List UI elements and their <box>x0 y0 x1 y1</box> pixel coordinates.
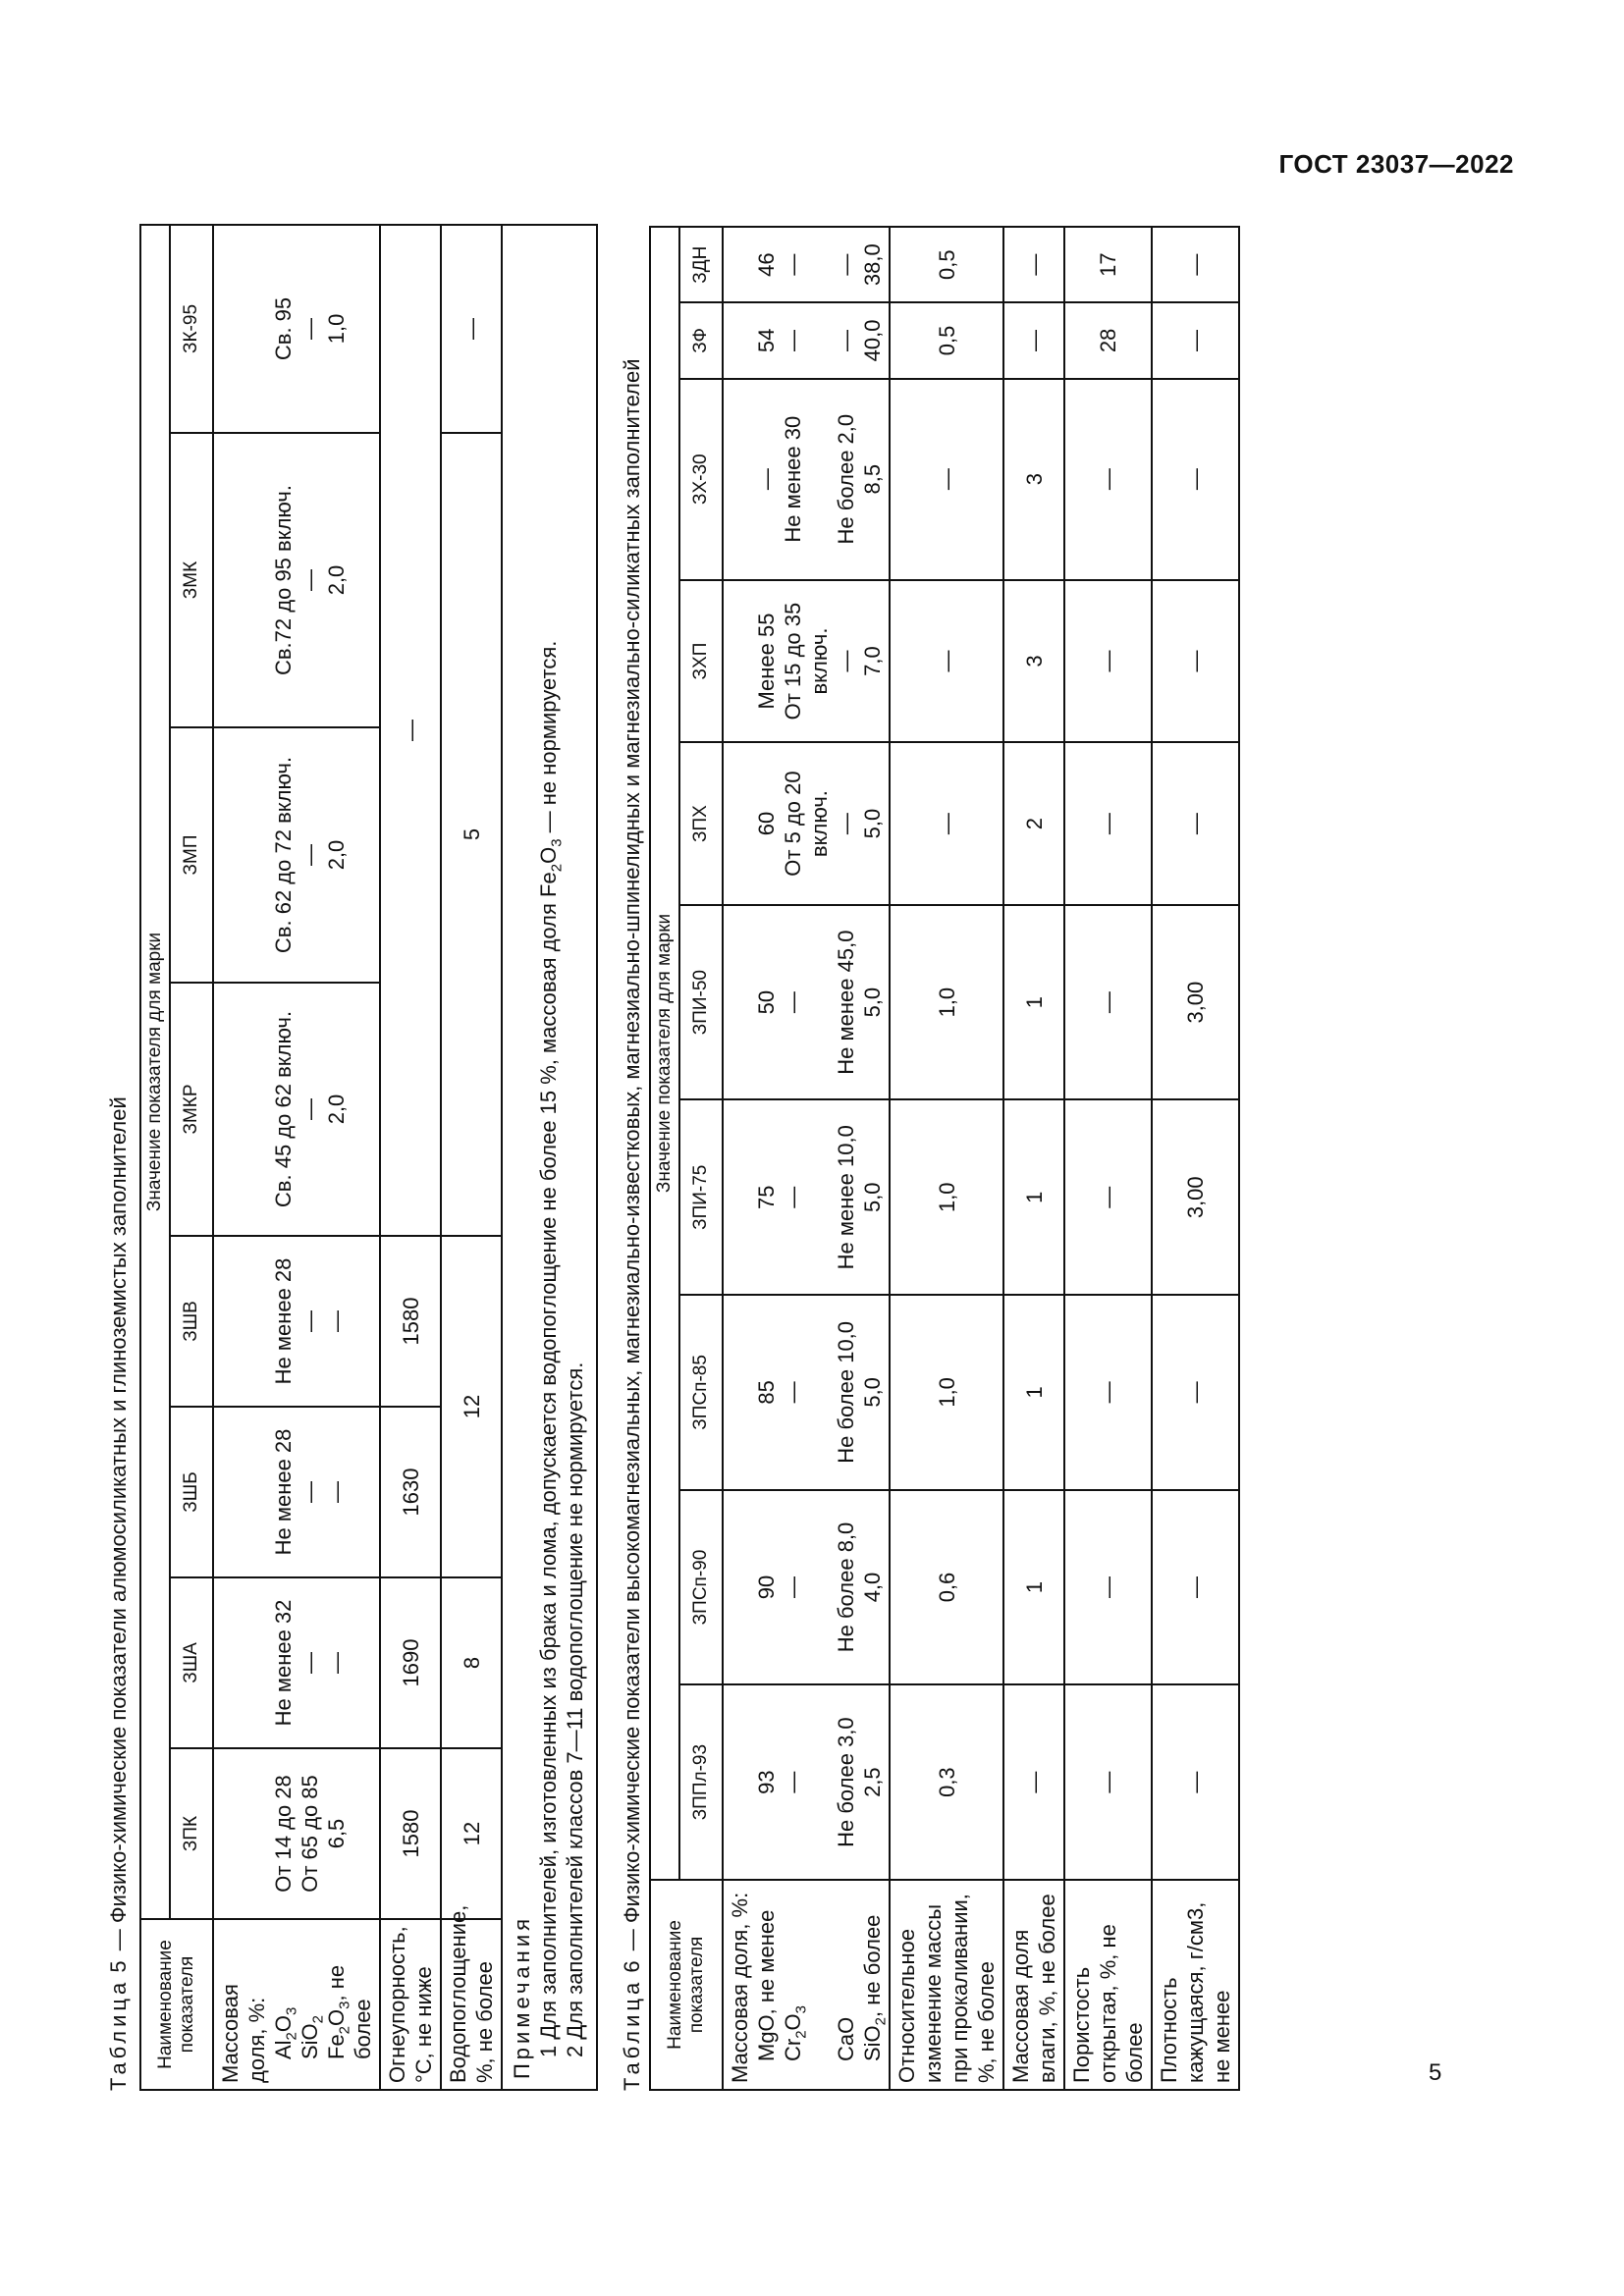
table5 <box>139 224 598 2091</box>
table6-cell: — <box>1152 1490 1239 1685</box>
table6-cell: 3,00 <box>1152 905 1239 1100</box>
table6-cell: — <box>890 742 1003 905</box>
table6-cell: — <box>1064 905 1152 1100</box>
table5-caption-text: — Физико-химические показатели алюмосиликатных и глиноземистых заполнителей <box>106 1096 131 1951</box>
table6-cell: — <box>1064 1295 1152 1490</box>
table6-cell: — <box>1064 1490 1152 1685</box>
table5-cell: 1580 <box>380 1236 441 1407</box>
table5-row-water <box>441 225 502 2090</box>
table5-caption-prefix: Таблица <box>106 1978 131 2091</box>
table6-cell: 0,3 <box>890 1684 1003 1880</box>
table6-row-moisture <box>1003 227 1064 2090</box>
table6-cell: — <box>1003 227 1064 302</box>
table5-mass-cell: От 14 до 28 От 65 до 85 6,5 <box>213 1748 380 1919</box>
table5-cell-merged: 5 <box>441 433 502 1236</box>
table6-cell: 1 <box>1003 905 1064 1100</box>
table5-brand: ЗПК <box>170 1748 213 1919</box>
table5-brand: ЗМКР <box>170 983 213 1236</box>
table6-cell: — <box>1003 1684 1064 1880</box>
table6-mass-cell: 50 — Не менее 45,0 5,0 <box>723 905 890 1100</box>
table5-cell-merged: 12 <box>441 1236 502 1577</box>
table5-notes <box>502 225 597 2090</box>
table6-cell: 1,0 <box>890 1295 1003 1490</box>
table6-cell: 0,5 <box>890 227 1003 302</box>
standard-designation: ГОСТ 23037—2022 <box>1278 149 1514 179</box>
table6-cell: 3,00 <box>1152 1099 1239 1295</box>
table6 <box>649 226 1240 2091</box>
table5-notes-row <box>502 225 597 2090</box>
table6-brand: ЗПСп-85 <box>679 1295 723 1490</box>
table6-brand: ЗДН <box>679 227 723 302</box>
table6-cell: — <box>1152 379 1239 580</box>
table6-brand: ЗФ <box>679 302 723 378</box>
table5-water-label: Водопоглощение, %, не более <box>441 1919 502 2090</box>
table6-mass-cell: 60 От 5 до 20 включ. — 5,0 <box>723 742 890 905</box>
notes-title: Примечания <box>510 1914 534 2079</box>
table5-cell-merged: — <box>380 225 441 1236</box>
table5-mass-cell: Св. 62 до 72 включ. — 2,0 <box>213 727 380 983</box>
table6-mass-cell: 93 — Не более 3,0 2,5 <box>723 1684 890 1880</box>
table6-brand: ЗППл-93 <box>679 1684 723 1880</box>
table6-cell: 3 <box>1003 379 1064 580</box>
table5-mass-cell: Не менее 28 — — <box>213 1236 380 1407</box>
table6-row-label: Пористость открытая, %, не более <box>1064 1880 1152 2090</box>
table6-cell: — <box>1064 1099 1152 1295</box>
table6-row-porosity <box>1064 227 1152 2090</box>
table5-mass-label <box>213 1919 380 2090</box>
table5-mass-cell: Св.72 до 95 включ. — 2,0 <box>213 433 380 727</box>
table6-brand: ЗПИ-75 <box>679 1099 723 1295</box>
page-number: 5 <box>1429 2059 1442 2086</box>
table6-cell: 0,6 <box>890 1490 1003 1685</box>
table6-mass-cell: 90 — Не более 8,0 4,0 <box>723 1490 890 1685</box>
table6-brand: ЗПХ <box>679 742 723 905</box>
table6-cell: — <box>1064 379 1152 580</box>
table6-cell: 1 <box>1003 1490 1064 1685</box>
table6-cell: 1,0 <box>890 1099 1003 1295</box>
table5-refr-label: Огнеупорность, °С, не ниже <box>380 1919 441 2090</box>
table6-cell: — <box>1064 1684 1152 1880</box>
table6-brand: ЗХП <box>679 580 723 743</box>
table6-cell: 0,5 <box>890 302 1003 378</box>
cr2o3-label: $Cr_2O_3$ <box>781 2004 810 2061</box>
table6-cell: 1,0 <box>890 905 1003 1100</box>
table5-caption <box>106 226 132 2091</box>
table5-row-refractoriness <box>380 225 441 2090</box>
table6-cell: — <box>1152 742 1239 905</box>
table6-cell: — <box>1152 580 1239 743</box>
cao-label: CaO <box>834 2016 858 2061</box>
table6-caption <box>620 226 645 2091</box>
table6-cell: 3 <box>1003 580 1064 743</box>
table6-brand: ЗПИ-50 <box>679 905 723 1100</box>
table6-caption-text: — Физико-химические показатели высокомагнезиальных, магнезиально-известковых, магнезиально-шпинелидных и магнезиально-силикатных заполнителей <box>620 358 644 1951</box>
table5-head-group: Значение показателя для марки <box>140 225 170 1919</box>
table5-brand: ЗШБ <box>170 1407 213 1577</box>
table6-cell: — <box>890 580 1003 743</box>
table5-mass-cell: Св. 95 — 1,0 <box>213 225 380 433</box>
rotated-content <box>106 226 1412 2091</box>
table5-header-group-row <box>140 225 170 2090</box>
table5-brand: ЗМК <box>170 433 213 727</box>
table5-brand: ЗК-95 <box>170 225 213 433</box>
mass-fraction-label: Массовая доля, %: <box>218 1984 269 2083</box>
table6-cell: 17 <box>1064 227 1152 302</box>
table6-brand: ЗХ-30 <box>679 379 723 580</box>
table6-row-mass-loss <box>890 227 1003 2090</box>
table6-mass-cell: Менее 55 От 15 до 35 включ. — 7,0 <box>723 580 890 743</box>
note-1: 1 Для заполнителей, изготовленных из брака и лома, допускается водопоглощение не более 15 %, массовая доля $Fe_2O_3$ — не нормируется. <box>536 640 566 2057</box>
table6-cell: 28 <box>1064 302 1152 378</box>
table5-mass-cell: Св. 45 до 62 включ. — 2,0 <box>213 983 380 1236</box>
table5-row-mass <box>213 225 380 2090</box>
note-2: 2 Для заполнителей классов 7—11 водопоглощение не нормируется. <box>563 1362 587 2057</box>
table6-cell: 2 <box>1003 742 1064 905</box>
table5-brand: ЗШВ <box>170 1236 213 1407</box>
table6-head-name: Наименование показателя <box>650 1880 723 2090</box>
table5-caption-number: 5 <box>106 1956 131 1973</box>
table5-brand: ЗМП <box>170 727 213 983</box>
table6-cell: — <box>1152 302 1239 378</box>
table6-row-label: Плотность кажущаяся, г/см3, не менее <box>1152 1880 1239 2090</box>
table5-cell: 1630 <box>380 1407 441 1577</box>
table5-mass-cell: Не менее 32 — — <box>213 1577 380 1748</box>
table6-cell: — <box>1064 580 1152 743</box>
table5-cell: 1690 <box>380 1577 441 1748</box>
table6-row-mass <box>723 227 890 2090</box>
table6-mass-cell: 75 — Не менее 10,0 5,0 <box>723 1099 890 1295</box>
table6-mass-cell: 54 — — 40,0 <box>723 302 890 378</box>
table6-row-density <box>1152 227 1239 2090</box>
table6-caption-number: 6 <box>620 1956 644 1973</box>
table6-cell: — <box>1152 1684 1239 1880</box>
table6-header-brands-row <box>679 227 723 2090</box>
table6-header-group-row <box>650 227 679 2090</box>
table6-cell: — <box>890 379 1003 580</box>
table5-cell: — <box>441 225 502 433</box>
table5-cell: 1580 <box>380 1748 441 1919</box>
table5-head-name: Наименование показателя <box>140 1919 213 2090</box>
table6-mass-cell: 85 — Не более 10,0 5,0 <box>723 1295 890 1490</box>
table6-cell: — <box>1152 1295 1239 1490</box>
table6-cell: 1 <box>1003 1295 1064 1490</box>
table5-cell: 12 <box>441 1748 502 1919</box>
table5-mass-cell: Не менее 28 — — <box>213 1407 380 1577</box>
al2o3-label: $Al_2O_3$ <box>271 2006 300 2059</box>
table6-mass-cell: — Не менее 30 Не более 2,0 8,5 <box>723 379 890 580</box>
fe2o3-label: $Fe_2O_3$, не более <box>324 1964 375 2059</box>
sio2-label: SiO$_2$, не более <box>860 1914 890 2061</box>
table5-header-brands-row <box>170 225 213 2090</box>
table6-cell: — <box>1152 227 1239 302</box>
sio2-label: SiO$_2$ <box>298 2014 327 2059</box>
table6-caption-prefix: Таблица <box>620 1978 644 2091</box>
mgo-label: MgO, не менее <box>754 1909 779 2061</box>
table6-mass-cell: 46 — — 38,0 <box>723 227 890 302</box>
table6-head-group: Значение показателя для марки <box>650 227 679 1880</box>
table5-cell: 8 <box>441 1577 502 1748</box>
table6-row-label: Относительное изменение массы при прокаливании, %, не более <box>890 1880 1003 2090</box>
table6-cell: — <box>1003 302 1064 378</box>
table5-brand: ЗША <box>170 1577 213 1748</box>
table6-row-label: Массовая доля влаги, %, не более <box>1003 1880 1064 2090</box>
table6-cell: — <box>1064 742 1152 905</box>
table6-brand: ЗПСп-90 <box>679 1490 723 1685</box>
table6-cell: 1 <box>1003 1099 1064 1295</box>
table6-mass-label <box>723 1880 890 2090</box>
mass-fraction-label: Массовая доля, %: <box>728 1892 752 2083</box>
